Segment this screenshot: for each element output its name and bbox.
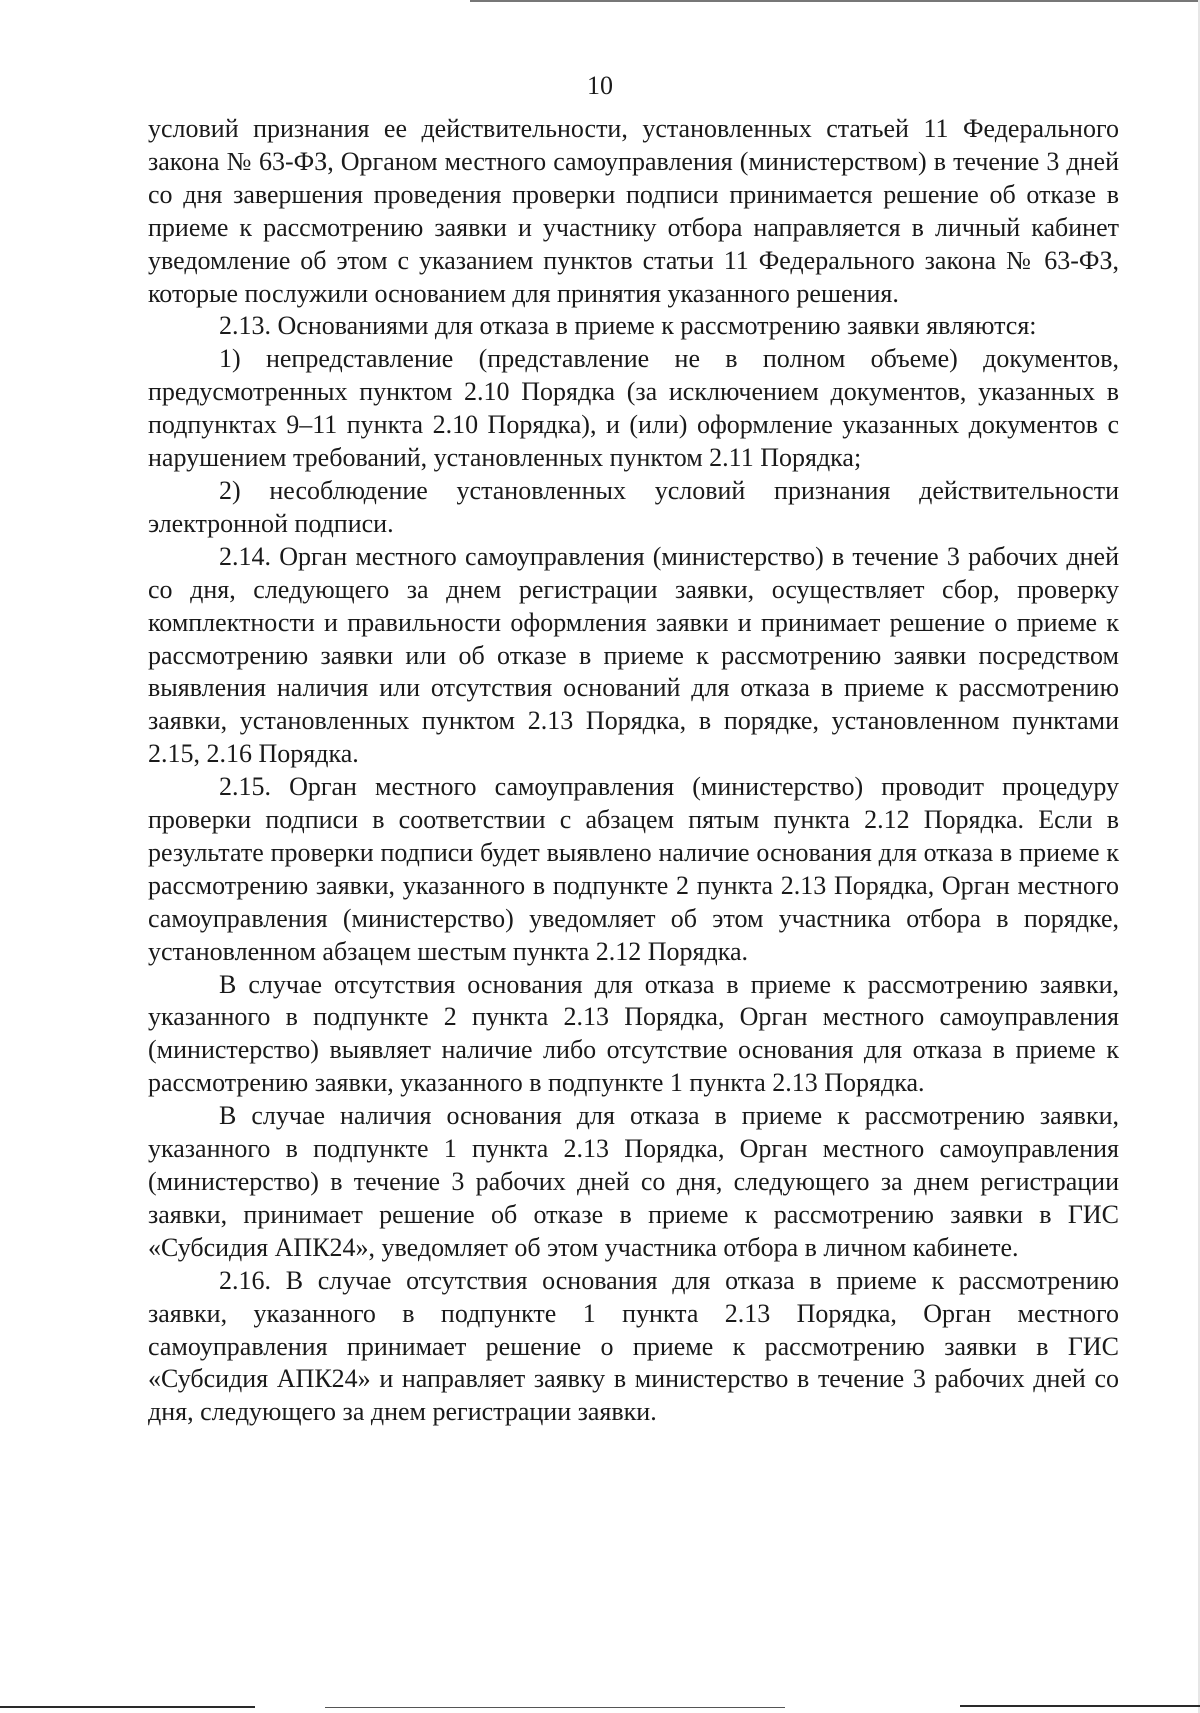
paragraph-2-13-item-1: 1) непредставление (представление не в полном объеме) документов, предусмотренных пунктом 2.10 Порядка (за исключением документов, указанных в подпунктах 9–11 пункта 2.10 Порядка), и (или) оформление указанных документов с нарушением требований, установленных пунктом 2.11 Порядка; [148, 344, 1119, 473]
paragraph-2-13: 2.13. Основаниями для отказа в приеме к рассмотрению заявки являются: [219, 311, 1037, 341]
paragraph-2-15-presence: В случае наличия основания для отказа в приеме к рассмотрению заявки, указанного в подпункте 1 пункта 2.13 Порядка, Орган местного самоуправления (министерство) в течение 3 рабочих дней со дня, следующего за днем регистрации заявки, принимает решение об отказе в приеме к рассмотрению заявки в ГИС «Субсидия АПК24», уведомляет об этом участника отбора в личном кабинете. [148, 1101, 1119, 1262]
paragraph-2-16: 2.16. В случае отсутствия основания для отказа в приеме к рассмотрению заявки, указанного в подпункте 1 пункта 2.13 Порядка, Орган местного самоуправления принимает решение о приеме к рассмотрению заявки в ГИС «Субсидия АПК24» и направляет заявку в министерство в течение 3 рабочих дней со дня, следующего за днем регистрации заявки. [148, 1265, 1119, 1427]
scan-edge-bottom-left [0, 1706, 255, 1708]
document-body [148, 113, 1119, 1429]
page-number: 10 [587, 71, 613, 100]
paragraph-2-14: 2.14. Орган местного самоуправления (министерство) в течение 3 рабочих дней со дня, следующего за днем регистрации заявки, осуществляет сбор, проверку комплектности и правильности оформления заявки и принимает решение о приеме к рассмотрению заявки или об отказе в приеме к рассмотрению заявки посредством выявления наличия или отсутствия оснований для отказа в приеме к рассмотрению заявки, установленных пунктом 2.13 Порядка, в порядке, установленном пунктами 2.15, 2.16 Порядка. [148, 541, 1119, 769]
paragraph-2-15: 2.15. Орган местного самоуправления (министерство) проводит процедуру проверки подписи в соответствии с абзацем пятым пункта 2.12 Порядка. Если в результате проверки подписи будет выявлено наличие основания для отказа в приеме к рассмотрению заявки, указанного в подпункте 2 пункта 2.13 Порядка, Орган местного самоуправления (министерство) уведомляет об этом участника отбора в порядке, установленном абзацем шестым пункта 2.12 Порядка. [148, 772, 1119, 966]
paragraph-continuation: условий признания ее действительности, установленных статьей 11 Федерального закона № 63-ФЗ, Органом местного самоуправления (министерством) в течение 3 дней со дня завершения проведения проверки подписи принимается решение об отказе в приеме к рассмотрению заявки и участнику отбора направляется в личный кабинет уведомление об этом с указанием пунктов статьи 11 Федерального закона № 63-ФЗ, которые послужили основанием для принятия указанного решения. [148, 114, 1119, 308]
paragraph-2-13-item-2: 2) несоблюдение установленных условий признания действительности электронной подписи. [148, 475, 1119, 538]
scan-edge-bottom-right [960, 1705, 1200, 1707]
scan-edge-top [470, 0, 1200, 2]
paragraph-2-15-absence: В случае отсутствия основания для отказа в приеме к рассмотрению заявки, указанного в подпункте 2 пункта 2.13 Порядка, Орган местного самоуправления (министерство) выявляет наличие либо отсутствие основания для отказа в приеме к рассмотрению заявки, указанного в подпункте 1 пункта 2.13 Порядка. [148, 969, 1119, 1098]
scan-edge-bottom-middle [325, 1707, 785, 1708]
